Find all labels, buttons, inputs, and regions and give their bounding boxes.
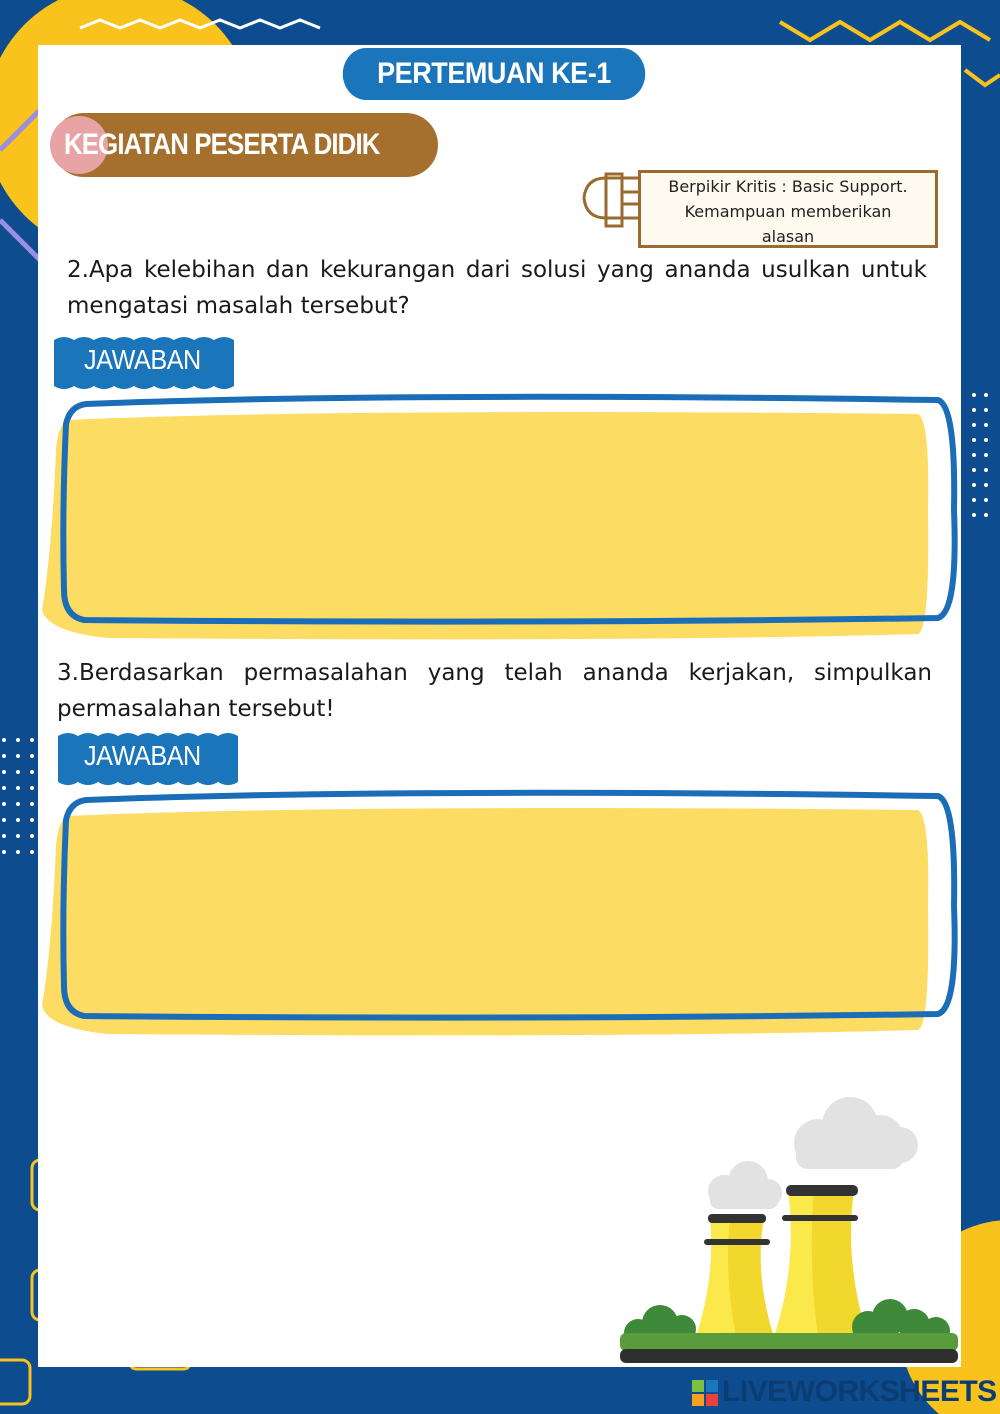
skill-note (638, 170, 938, 248)
answer-tag-1-label: JAWABAN (84, 344, 201, 375)
question-3-text: 3.Berdasarkan permasalahan yang telah ananda kerjakan, simpulkan permasalahan tersebut! (57, 660, 932, 722)
liveworksheets-watermark (692, 1374, 997, 1410)
answer-box-2[interactable] (38, 786, 964, 1046)
paper-clip-icon (578, 170, 642, 230)
skill-note-line-2: Kemampuan memberikan (684, 202, 892, 221)
answer-box-1[interactable] (38, 390, 964, 650)
skill-note-line-1: Berpikir Kritis : Basic Support. (668, 177, 908, 196)
activity-banner-label: KEGIATAN PESERTA DIDIK (64, 128, 380, 161)
answer-tag-2-label: JAWABAN (84, 740, 201, 771)
liveworksheets-brand: LIVEWORKSHEETS (722, 1375, 997, 1408)
page-title: PERTEMUAN KE-1 (343, 48, 645, 100)
question-2-text: 2.Apa kelebihan dan kekurangan dari solusi yang ananda usulkan untuk mengatasi masalah tersebut? (67, 257, 927, 319)
skill-note-line-3: alasan (761, 227, 815, 246)
factory-illustration (618, 1095, 963, 1370)
liveworksheets-logo-icon (692, 1380, 718, 1406)
